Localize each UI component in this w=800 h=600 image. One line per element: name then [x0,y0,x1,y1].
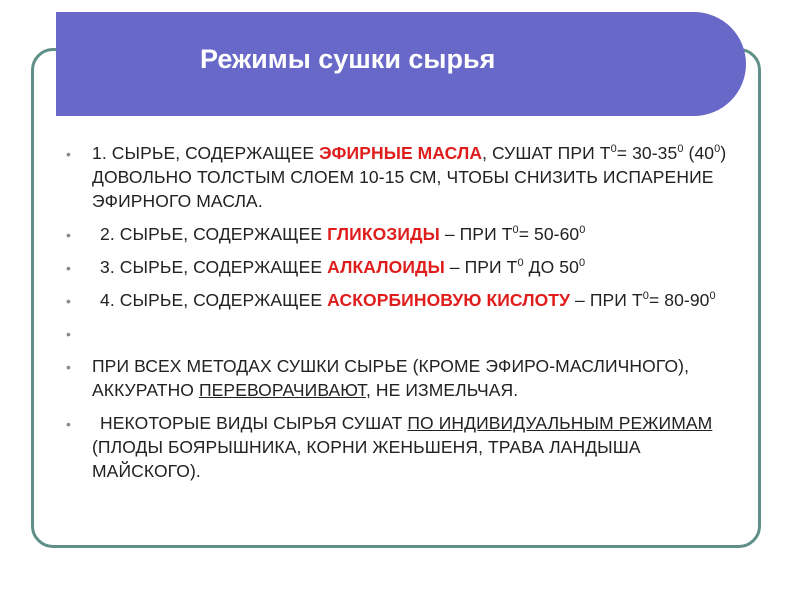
superscript: 0 [677,143,684,156]
item-text: = 30-35 [616,143,678,163]
bullet-icon: • [66,146,72,162]
superscript: 0 [709,290,716,303]
superscript: 0 [578,257,586,270]
slide-content [66,141,746,492]
bullet-icon: • [66,359,72,375]
bullet-icon: • [66,416,72,432]
item-text: 2. СЫРЬЕ, СОДЕРЖАЩЕЕ [100,224,328,244]
highlight-text: ГЛИКОЗИДЫ [327,224,440,244]
highlight-text: АСКОРБИНОВУЮ КИСЛОТУ [327,290,571,310]
superscript: 0 [610,143,617,156]
superscript: 0 [517,257,524,270]
highlight-text: ЭФИРНЫЕ МАСЛА [319,143,483,163]
highlight-text: АЛКАЛОИДЫ [327,257,445,277]
superscript: 0 [579,224,586,237]
item-text: НЕКОТОРЫЕ ВИДЫ СЫРЬЯ СУШАТ [100,413,408,433]
item-text: = 50-60 [518,224,580,244]
item-text: = 80-90 [648,290,710,310]
list-item [66,411,746,483]
item-text: – ПРИ Т [570,290,643,310]
list-item [66,222,746,246]
item-text: 3. СЫРЬЕ, СОДЕРЖАЩЕЕ [100,257,328,277]
superscript: 0 [642,290,649,303]
item-text: (ПЛОДЫ БОЯРЫШНИКА, КОРНИ ЖЕНЬШЕНЯ, ТРАВА ЛАНДЫША МАЙСКОГО). [92,437,641,481]
underlined-text: ПО ИНДИВИДУАЛЬНЫМ РЕЖИМАМ [407,413,713,433]
bullet-icon: • [66,260,72,276]
item-text: ) ДОВОЛЬНО ТОЛСТЫМ СЛОЕМ 10-15 СМ, ЧТОБЫ СНИЗИТЬ ИСПАРЕНИЕ ЭФИРНОГО МАСЛА. [92,143,727,211]
item-text: 1. СЫРЬЕ, СОДЕРЖАЩЕЕ [92,143,320,163]
item-text: , НЕ ИЗМЕЛЬЧАЯ. [365,380,519,400]
item-text: – ПРИ Т [444,257,518,277]
list-item [66,255,746,279]
item-text: , СУШАТ ПРИ Т [482,143,611,163]
underlined-text: ПЕРЕВОРАЧИВАЮТ [198,380,366,400]
item-text: ДО 50 [523,257,579,277]
superscript: 0 [714,143,721,156]
item-text: ПРИ ВСЕХ МЕТОДАХ СУШКИ СЫРЬЕ (КРОМЕ ЭФИРО-МАСЛИЧНОГО), АККУРАТНО [92,356,690,400]
item-text: (40 [683,143,715,163]
slide-title: Режимы сушки сырья [200,44,496,74]
title-underline [56,116,701,119]
list-item [66,141,746,213]
list-item-empty [66,321,746,345]
item-text: 4. СЫРЬЕ, СОДЕРЖАЩЕЕ [100,290,328,310]
item-text: – ПРИ Т [439,224,513,244]
superscript: 0 [512,224,519,237]
bullet-icon: • [66,293,72,309]
bullet-icon: • [66,326,72,342]
list-item [66,288,746,312]
bullet-icon: • [66,227,72,243]
list-item [66,354,746,402]
